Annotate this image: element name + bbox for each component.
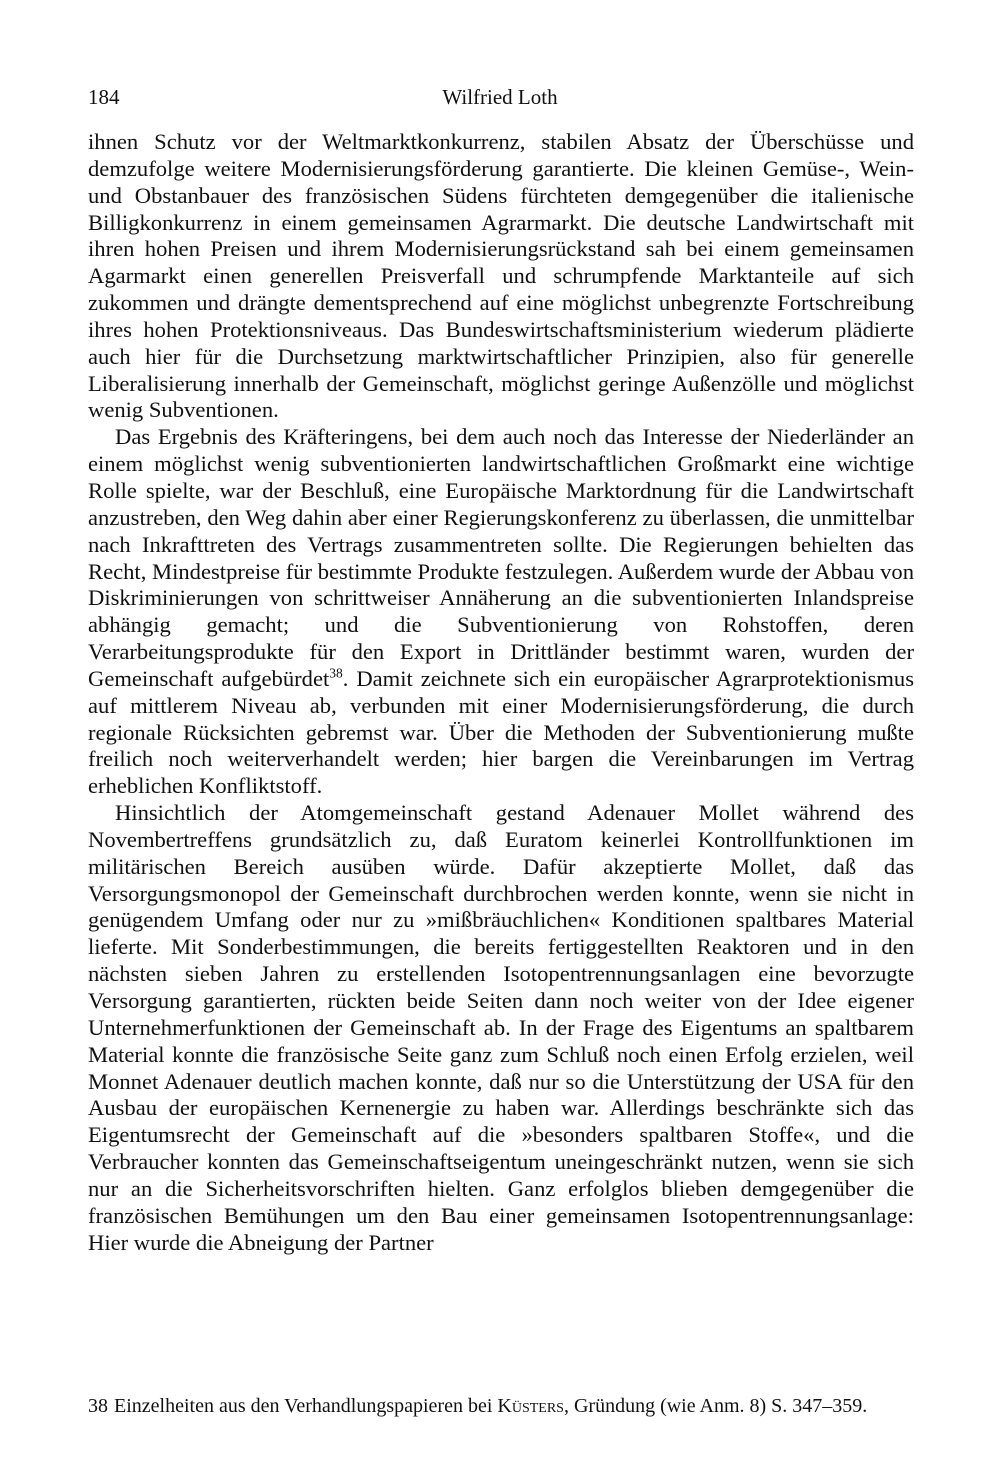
paragraph-3: Hinsichtlich der Atomgemeinschaft gestand Adenauer Mollet während des Novembertreffens grundsätzlich zu, daß Euratom keinerlei Kontrollfunktionen im militärischen Bereich ausüben würde. Dafür akzeptierte Mollet, daß das Versorgungsmonopol der Gemeinschaft durchbrochen werden konnte, wenn sie nicht in genügendem Umfang oder nur zu »mißbräuchlichen« Konditionen spaltbares Material lieferte. Mit Sonderbestimmungen, die bereits fertiggestellten Reaktoren und in den nächsten sieben Jahren zu erstellenden Isotopentrennungsanlagen eine bevorzugte Versorgung garantierten, rückten beide Seiten dann noch weiter von der Idee eigener Unternehmerfunktionen der Gemeinschaft ab. In der Frage des Eigentums an spaltbarem Material konnte die französische Seite ganz zum Schluß noch einen Erfolg erzielen, weil Monnet Adenauer deutlich machen konnte, daß nur so die Unterstützung der USA für den Ausbau der europäischen Kernenergie zu haben war. Allerdings beschränkte sich das Eigentumsrecht der Gemeinschaft auf die »besonders spaltbaren Stoffe«, und die Verbraucher konnten das Gemeinschaftseigentum uneingeschränkt nutzen, wenn sie sich nur an die Sicherheitsvorschriften hielten. Ganz erfolglos blieben demgegenüber die französischen Bemühungen um den Bau einer gemeinsamen Isotopentrennungsanlage: Hier wurde die Abneigung der Partner: [88, 800, 914, 1255]
footnote-38: [88, 1394, 918, 1419]
footnote-text-after: , Gründung (wie Anm. 8) S. 347–359.: [563, 1395, 868, 1417]
page-number: 184: [88, 85, 120, 109]
footnote-author: Küsters: [497, 1395, 564, 1417]
footnote-reference-38[interactable]: 38: [329, 665, 343, 681]
footnote-number: 38: [88, 1395, 108, 1417]
footnote-text-before: Einzelheiten aus den Verhandlungspapieren bei: [114, 1395, 498, 1417]
running-head-author: Wilfried Loth: [442, 85, 558, 109]
paragraph-2-text-b: . Damit zeichnete sich ein europäischer Agrarprotektionismus auf mittlerem Niveau ab, verbunden mit einer Modernisierungsförderung, die durch regionale Rücksichten gebremst war. Über die Methoden der Subventionierung mußte freilich noch weiterverhandelt werden; hier bargen die Vereinbarungen im Vertrag erheblichen Konfliktstoff.: [88, 665, 914, 799]
body-text: [88, 129, 914, 1256]
paragraph-1: ihnen Schutz vor der Weltmarktkonkurrenz, stabilen Absatz der Überschüsse und demzufolge weitere Modernisierungsförderung garantierte. Die kleinen Gemüse-, Wein- und Obstanbauer des französischen Südens fürchteten demgegenüber die italienische Billigkonkurrenz in einem gemeinsamen Agrarmarkt. Die deutsche Landwirtschaft mit ihren hohen Preisen und ihrem Modernisierungsrückstand sah bei einem gemeinsamen Agarmarkt einen generellen Preisverfall und schrumpfende Marktanteile auf sich zukommen und drängte dementsprechend auf eine möglichst unbegrenzte Fortschreibung ihres hohen Protektionsniveaus. Das Bundeswirtschaftsministerium wiederum plädierte auch hier für die Durchsetzung marktwirtschaftlicher Prinzipien, also für generelle Liberalisierung innerhalb der Gemeinschaft, möglichst geringe Außenzölle und möglichst wenig Subventionen.: [88, 129, 914, 423]
paragraph-2-text-a: Das Ergebnis des Kräfteringens, bei dem auch noch das Interesse der Niederländer an einem möglichst wenig subventionierten landwirtschaftlichen Großmarkt eine wichtige Rolle spielte, war der Beschluß, eine Europäische Marktordnung für die Landwirtschaft anzustreben, den Weg dahin aber einer Regierungskonferenz zu überlassen, die unmittelbar nach Inkrafttreten des Vertrags zusammentreten sollte. Die Regierungen behielten das Recht, Mindestpreise für bestimmte Produkte festzulegen. Außerdem wurde der Abbau von Diskriminierungen von schrittweiser Annäherung an die subventionierten Inlandspreise abhängig gemacht; und die Subventionierung von Rohstoffen, deren Verarbeitungsprodukte für den Export in Drittländer bestimmt waren, wurden der Gemeinschaft aufgebürdet: [88, 424, 914, 691]
paragraph-2: [88, 424, 914, 800]
